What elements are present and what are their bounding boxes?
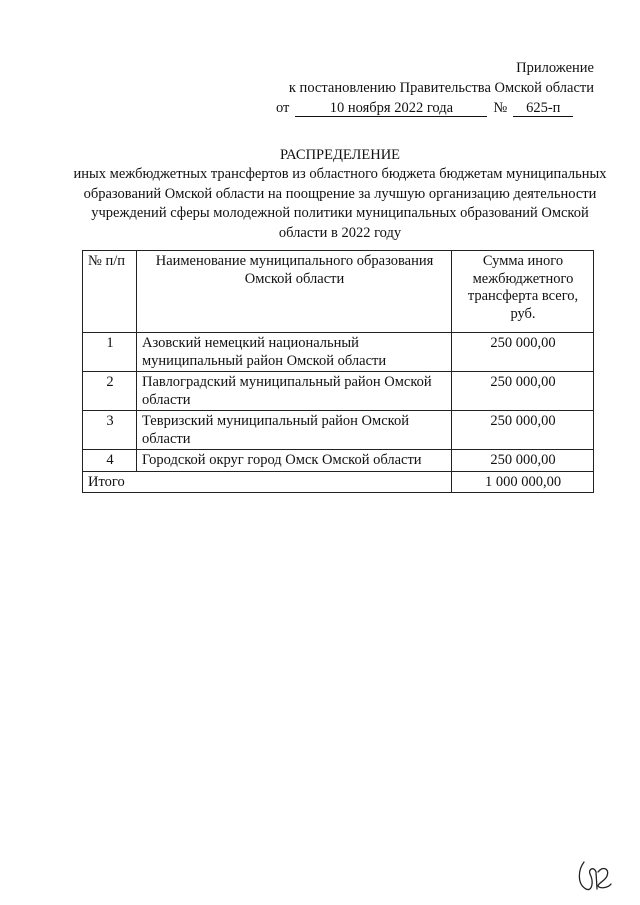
row-number: 1	[83, 333, 137, 372]
signature-icon	[574, 856, 614, 894]
document-title: РАСПРЕДЕЛЕНИЕ	[279, 147, 401, 163]
number-sign: №	[493, 100, 508, 116]
table-row	[83, 333, 594, 372]
resolution-reference: к постановлению Правительства Омской области	[288, 80, 594, 96]
column-header-sum: Сумма иного межбюджетного трансферта всего, руб.	[452, 251, 594, 333]
table-header-row	[83, 251, 594, 333]
row-sum: 250 000,00	[452, 411, 594, 450]
column-header-name: Наименование муниципального образования Омской области	[137, 251, 452, 333]
row-municipality: Городской округ город Омск Омской области	[137, 450, 452, 472]
row-number: 3	[83, 411, 137, 450]
table-total-row	[83, 471, 594, 493]
distribution-table	[82, 250, 594, 493]
table-row	[83, 411, 594, 450]
row-sum: 250 000,00	[452, 333, 594, 372]
table-row	[83, 450, 594, 472]
document-subtitle: иных межбюджетных трансфертов из областного бюджета бюджетам муниципальных образований Омской области на поощрение за лучшую организацию деятельности учреждений сферы молодежной политики муниципальных образований Омской области в 2022 году	[73, 166, 607, 241]
row-sum: 250 000,00	[452, 372, 594, 411]
appendix-label: Приложение	[516, 60, 594, 76]
total-label: Итого	[83, 471, 452, 493]
row-municipality: Павлоградский муниципальный район Омской области	[137, 372, 452, 411]
resolution-date-number	[276, 98, 596, 118]
appendix-header	[289, 58, 594, 98]
from-label: от	[276, 100, 290, 116]
table-row	[83, 372, 594, 411]
row-municipality: Азовский немецкий национальный муниципальный район Омской области	[137, 333, 452, 372]
row-sum: 250 000,00	[452, 450, 594, 472]
resolution-date: 10 ноября 2022 года	[295, 101, 487, 117]
row-number: 4	[83, 450, 137, 472]
row-municipality: Тевризский муниципальный район Омской области	[137, 411, 452, 450]
row-number: 2	[83, 372, 137, 411]
total-sum: 1 000 000,00	[452, 471, 594, 493]
column-header-number: № п/п	[83, 251, 137, 333]
resolution-number: 625-п	[513, 101, 573, 117]
